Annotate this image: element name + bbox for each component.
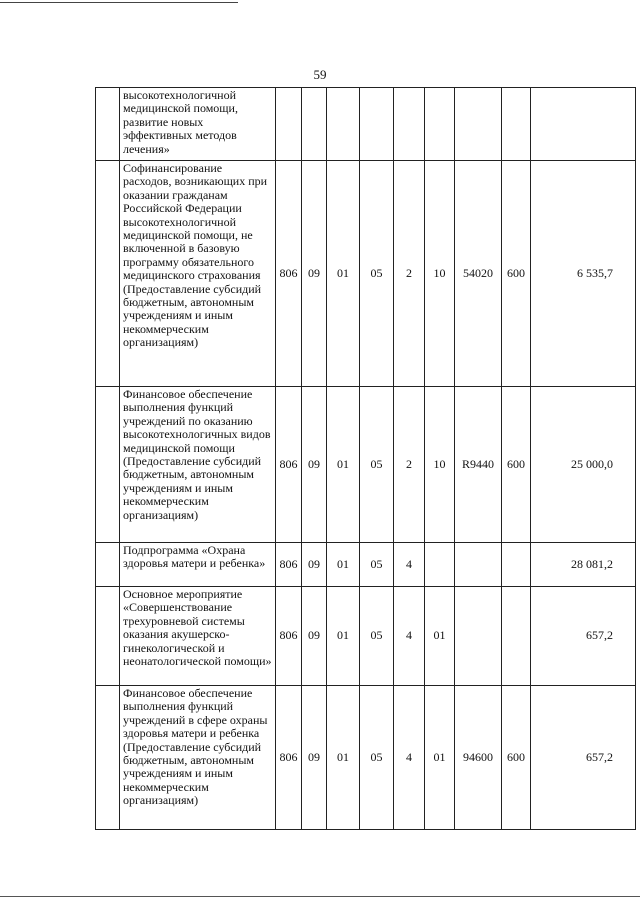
row-name: Софинансирование расходов, возникающих при оказании гражданам Российской Федерации высокотехнологичной медицинской помощи, не включенной в базовую программу обязательного медицинского страхования (Предоставление субсидий бюджетным, автономным учреждениям и иным некоммерческим организациям) <box>120 161 276 387</box>
cs-direction-code: R9440 <box>455 387 502 543</box>
cs-program-code <box>360 88 394 161</box>
podrazdel-code: 01 <box>327 387 360 543</box>
cs-subprogram-code <box>394 88 425 161</box>
podrazdel-code: 01 <box>327 587 360 686</box>
cs-event-code <box>425 88 455 161</box>
row-name: Подпрограмма «Охрана здоровья матери и ребенка» <box>120 543 276 587</box>
cs-event-code: 10 <box>425 387 455 543</box>
cs-program-code: 05 <box>360 587 394 686</box>
razdel-code: 09 <box>302 543 327 587</box>
blank-cell <box>96 686 120 830</box>
cs-subprogram-code: 2 <box>394 387 425 543</box>
podrazdel-code: 01 <box>327 543 360 587</box>
cs-program-code: 05 <box>360 387 394 543</box>
table-row <box>96 161 636 387</box>
razdel-code: 09 <box>302 161 327 387</box>
cs-program-code: 05 <box>360 686 394 830</box>
bottom-rule <box>0 896 640 897</box>
vr-code <box>502 587 531 686</box>
row-name: Финансовое обеспечение выполнения функций учреждений по оказанию высокотехнологичных видов медицинской помощи (Предоставление субсидий бюджетным, автономным учреждениям и иным некоммерческим организациям) <box>120 387 276 543</box>
vr-code: 600 <box>502 161 531 387</box>
cs-event-code: 01 <box>425 686 455 830</box>
gr-code <box>276 88 302 161</box>
blank-cell <box>96 387 120 543</box>
cs-direction-code: 94600 <box>455 686 502 830</box>
sum-value: 25 000,0 <box>531 387 636 543</box>
vr-code: 600 <box>502 387 531 543</box>
podrazdel-code: 01 <box>327 686 360 830</box>
cs-subprogram-code: 4 <box>394 587 425 686</box>
razdel-code <box>302 88 327 161</box>
cs-event-code <box>425 543 455 587</box>
razdel-code: 09 <box>302 587 327 686</box>
row-name: высокотехнологичной медицинской помощи, развитие новых эффективных методов лечения» <box>120 88 276 161</box>
cs-subprogram-code: 4 <box>394 686 425 830</box>
sum-value <box>531 88 636 161</box>
cs-subprogram-code: 4 <box>394 543 425 587</box>
cs-program-code: 05 <box>360 543 394 587</box>
podrazdel-code <box>327 88 360 161</box>
gr-code: 806 <box>276 543 302 587</box>
gr-code: 806 <box>276 686 302 830</box>
cs-direction-code <box>455 587 502 686</box>
table-row <box>96 543 636 587</box>
cs-event-code: 10 <box>425 161 455 387</box>
razdel-code: 09 <box>302 387 327 543</box>
page-number: 59 <box>313 67 327 82</box>
top-rule <box>0 2 238 3</box>
table-row <box>96 387 636 543</box>
cs-program-code: 05 <box>360 161 394 387</box>
blank-cell <box>96 587 120 686</box>
podrazdel-code: 01 <box>327 161 360 387</box>
gr-code: 806 <box>276 161 302 387</box>
budget-table <box>95 87 636 830</box>
table-row <box>96 587 636 686</box>
gr-code: 806 <box>276 387 302 543</box>
vr-code: 600 <box>502 686 531 830</box>
cs-subprogram-code: 2 <box>394 161 425 387</box>
cs-direction-code <box>455 543 502 587</box>
sum-value: 28 081,2 <box>531 543 636 587</box>
gr-code: 806 <box>276 587 302 686</box>
cs-event-code: 01 <box>425 587 455 686</box>
blank-cell <box>96 161 120 387</box>
row-name: Основное мероприятие «Совершенствование трехуровневой системы оказания акушерско-гинекологической и неонатологической помощи» <box>120 587 276 686</box>
table-row <box>96 686 636 830</box>
table-row <box>96 88 636 161</box>
blank-cell <box>96 543 120 587</box>
cs-direction-code: 54020 <box>455 161 502 387</box>
cs-direction-code <box>455 88 502 161</box>
sum-value: 6 535,7 <box>531 161 636 387</box>
razdel-code: 09 <box>302 686 327 830</box>
sum-value: 657,2 <box>531 587 636 686</box>
row-name: Финансовое обеспечение выполнения функций учреждений в сфере охраны здоровья матери и ребенка (Предоставление субсидий бюджетным, автономным учреждениям и иным некоммерческим организациям) <box>120 686 276 830</box>
sum-value: 657,2 <box>531 686 636 830</box>
blank-cell <box>96 88 120 161</box>
vr-code <box>502 88 531 161</box>
vr-code <box>502 543 531 587</box>
